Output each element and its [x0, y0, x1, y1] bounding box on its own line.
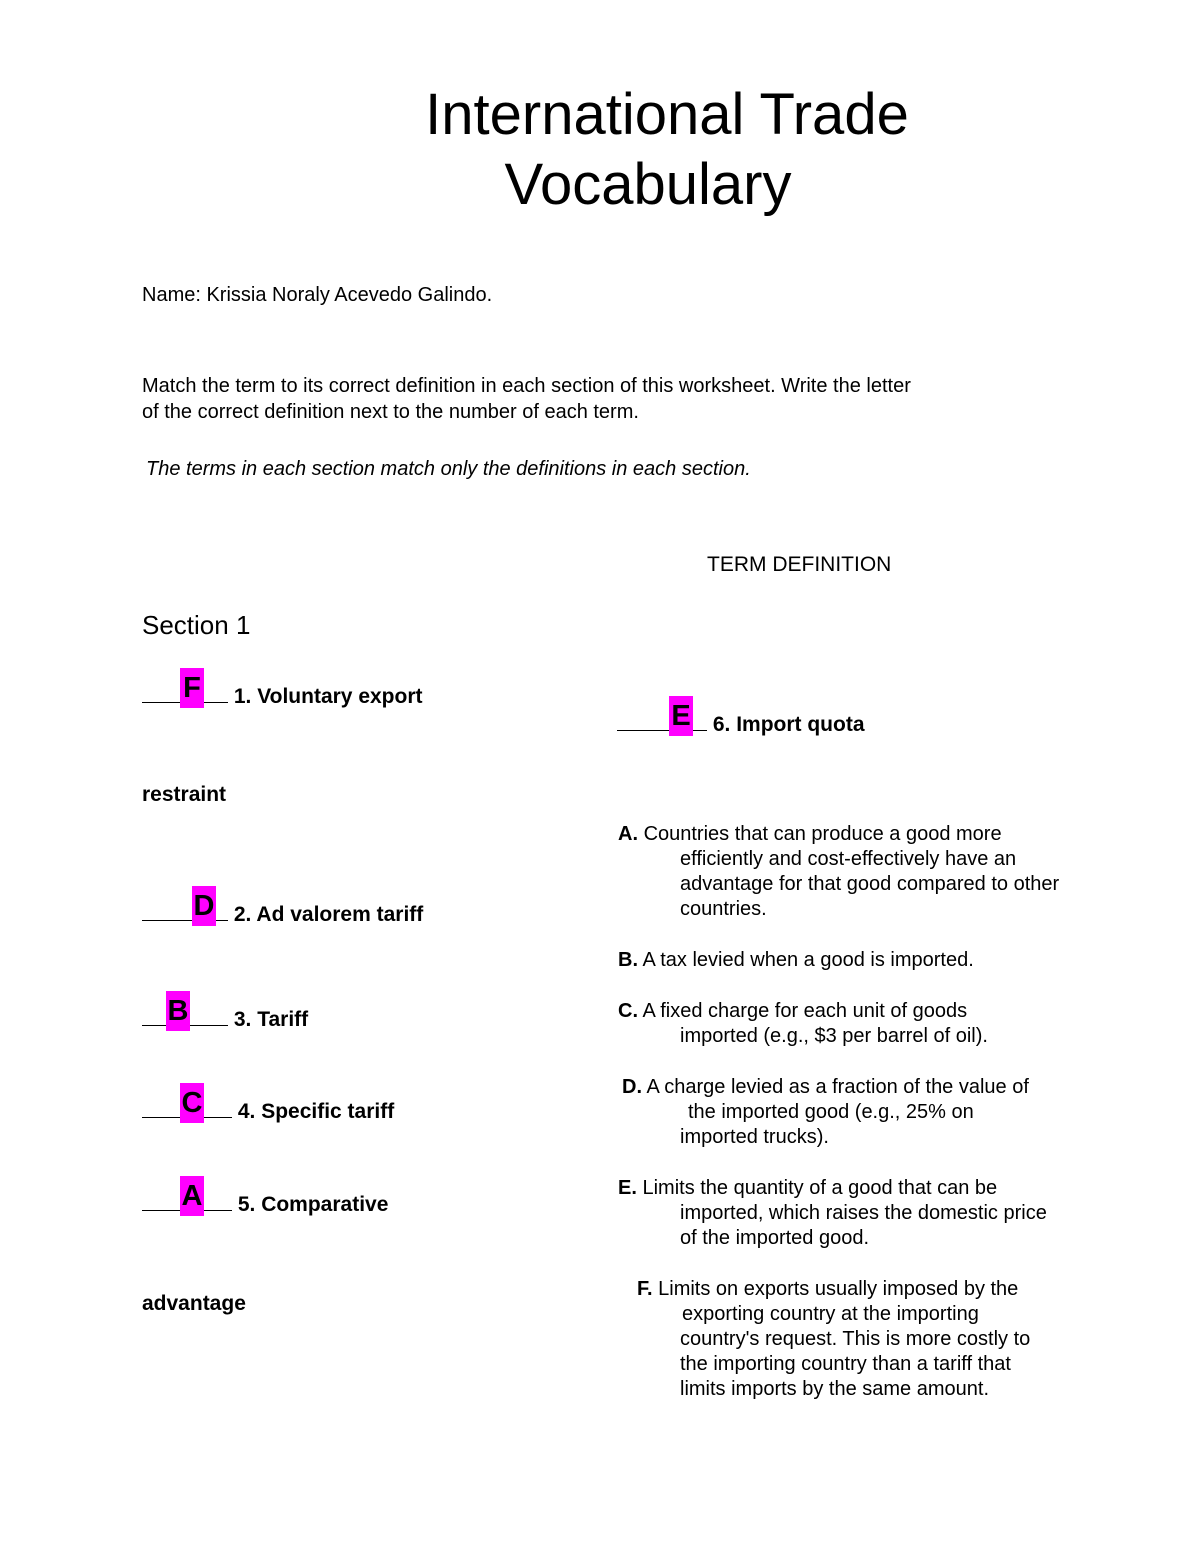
- instructions-line-1: Match the term to its correct definition in each section of this worksheet. Write the letter: [142, 375, 911, 397]
- answer-highlight: D: [192, 886, 216, 926]
- title-line-2: Vocabulary: [504, 152, 792, 217]
- term-continuation: restraint: [142, 783, 227, 806]
- instructions-line-2: of the correct definition next to the number of each term.: [142, 401, 639, 423]
- definition-text: exporting country at the importing: [682, 1303, 979, 1325]
- answer-highlight: A: [180, 1176, 204, 1216]
- answer-blank[interactable]: [142, 1087, 232, 1119]
- definition-letter: F.: [637, 1278, 653, 1300]
- answer-blank[interactable]: [142, 1180, 232, 1212]
- definition-e: [618, 1176, 1118, 1251]
- term-label: 3. Tariff: [233, 1008, 309, 1031]
- term-row-2: [142, 890, 424, 930]
- term-label: 6. Import quota: [712, 713, 865, 736]
- term-label: 5. Comparative: [237, 1193, 389, 1216]
- definition-text: advantage for that good compared to other: [680, 873, 1060, 895]
- term-row-6: [617, 700, 865, 740]
- term-row-1: [142, 672, 423, 712]
- column-header: TERM DEFINITION: [707, 553, 892, 576]
- definition-text: imported trucks).: [680, 1126, 829, 1148]
- definition-letter: E.: [618, 1177, 637, 1199]
- definition-text: Limits on exports usually imposed by the: [658, 1278, 1019, 1300]
- definition-letter: A.: [618, 823, 638, 845]
- definition-text: the importing country than a tariff that: [680, 1353, 1011, 1375]
- definition-text: Limits the quantity of a good that can be: [642, 1177, 998, 1199]
- definition-text: of the imported good.: [680, 1227, 870, 1249]
- definition-f: [637, 1277, 1117, 1402]
- definition-text: countries.: [680, 898, 767, 920]
- definition-letter: D.: [622, 1076, 642, 1098]
- answer-blank[interactable]: [142, 672, 228, 704]
- term-continuation: advantage: [142, 1292, 246, 1315]
- term-label: 1. Voluntary export: [233, 685, 423, 708]
- definition-text: A charge levied as a fraction of the value of: [646, 1076, 1029, 1098]
- definition-text: limits imports by the same amount.: [680, 1378, 989, 1400]
- answer-highlight: E: [669, 696, 693, 736]
- definition-letter: B.: [618, 949, 638, 971]
- answer-highlight: C: [180, 1083, 204, 1123]
- answer-blank[interactable]: [617, 700, 707, 732]
- definition-text: imported, which raises the domestic price: [680, 1202, 1047, 1224]
- definition-text: the imported good (e.g., 25% on: [688, 1101, 974, 1123]
- answer-blank[interactable]: [142, 995, 228, 1027]
- instructions-note: The terms in each section match only the definitions in each section.: [146, 458, 751, 480]
- term-row-5: [142, 1180, 389, 1220]
- definition-text: imported (e.g., $3 per barrel of oil).: [680, 1025, 988, 1047]
- definition-text: efficiently and cost-effectively have an: [680, 848, 1017, 870]
- definition-b: [618, 948, 1118, 973]
- answer-blank[interactable]: [142, 890, 228, 922]
- definition-text: A tax levied when a good is imported.: [642, 949, 974, 971]
- definition-a: [618, 822, 1118, 922]
- term-row-3: [142, 995, 309, 1035]
- definition-text: A fixed charge for each unit of goods: [642, 1000, 968, 1022]
- definition-text: Countries that can produce a good more: [643, 823, 1002, 845]
- definition-c: [618, 999, 1118, 1049]
- section-title: Section 1: [142, 610, 251, 640]
- answer-highlight: B: [166, 991, 190, 1031]
- definition-letter: C.: [618, 1000, 638, 1022]
- term-label: 4. Specific tariff: [237, 1100, 395, 1123]
- definition-text: country's request. This is more costly to: [680, 1328, 1031, 1350]
- definition-d: [622, 1075, 1122, 1150]
- title-line-1: International Trade: [425, 82, 909, 147]
- answer-highlight: F: [180, 668, 204, 708]
- student-name: Name: Krissia Noraly Acevedo Galindo.: [142, 284, 493, 306]
- term-label: 2. Ad valorem tariff: [233, 903, 424, 926]
- term-row-4: [142, 1087, 395, 1127]
